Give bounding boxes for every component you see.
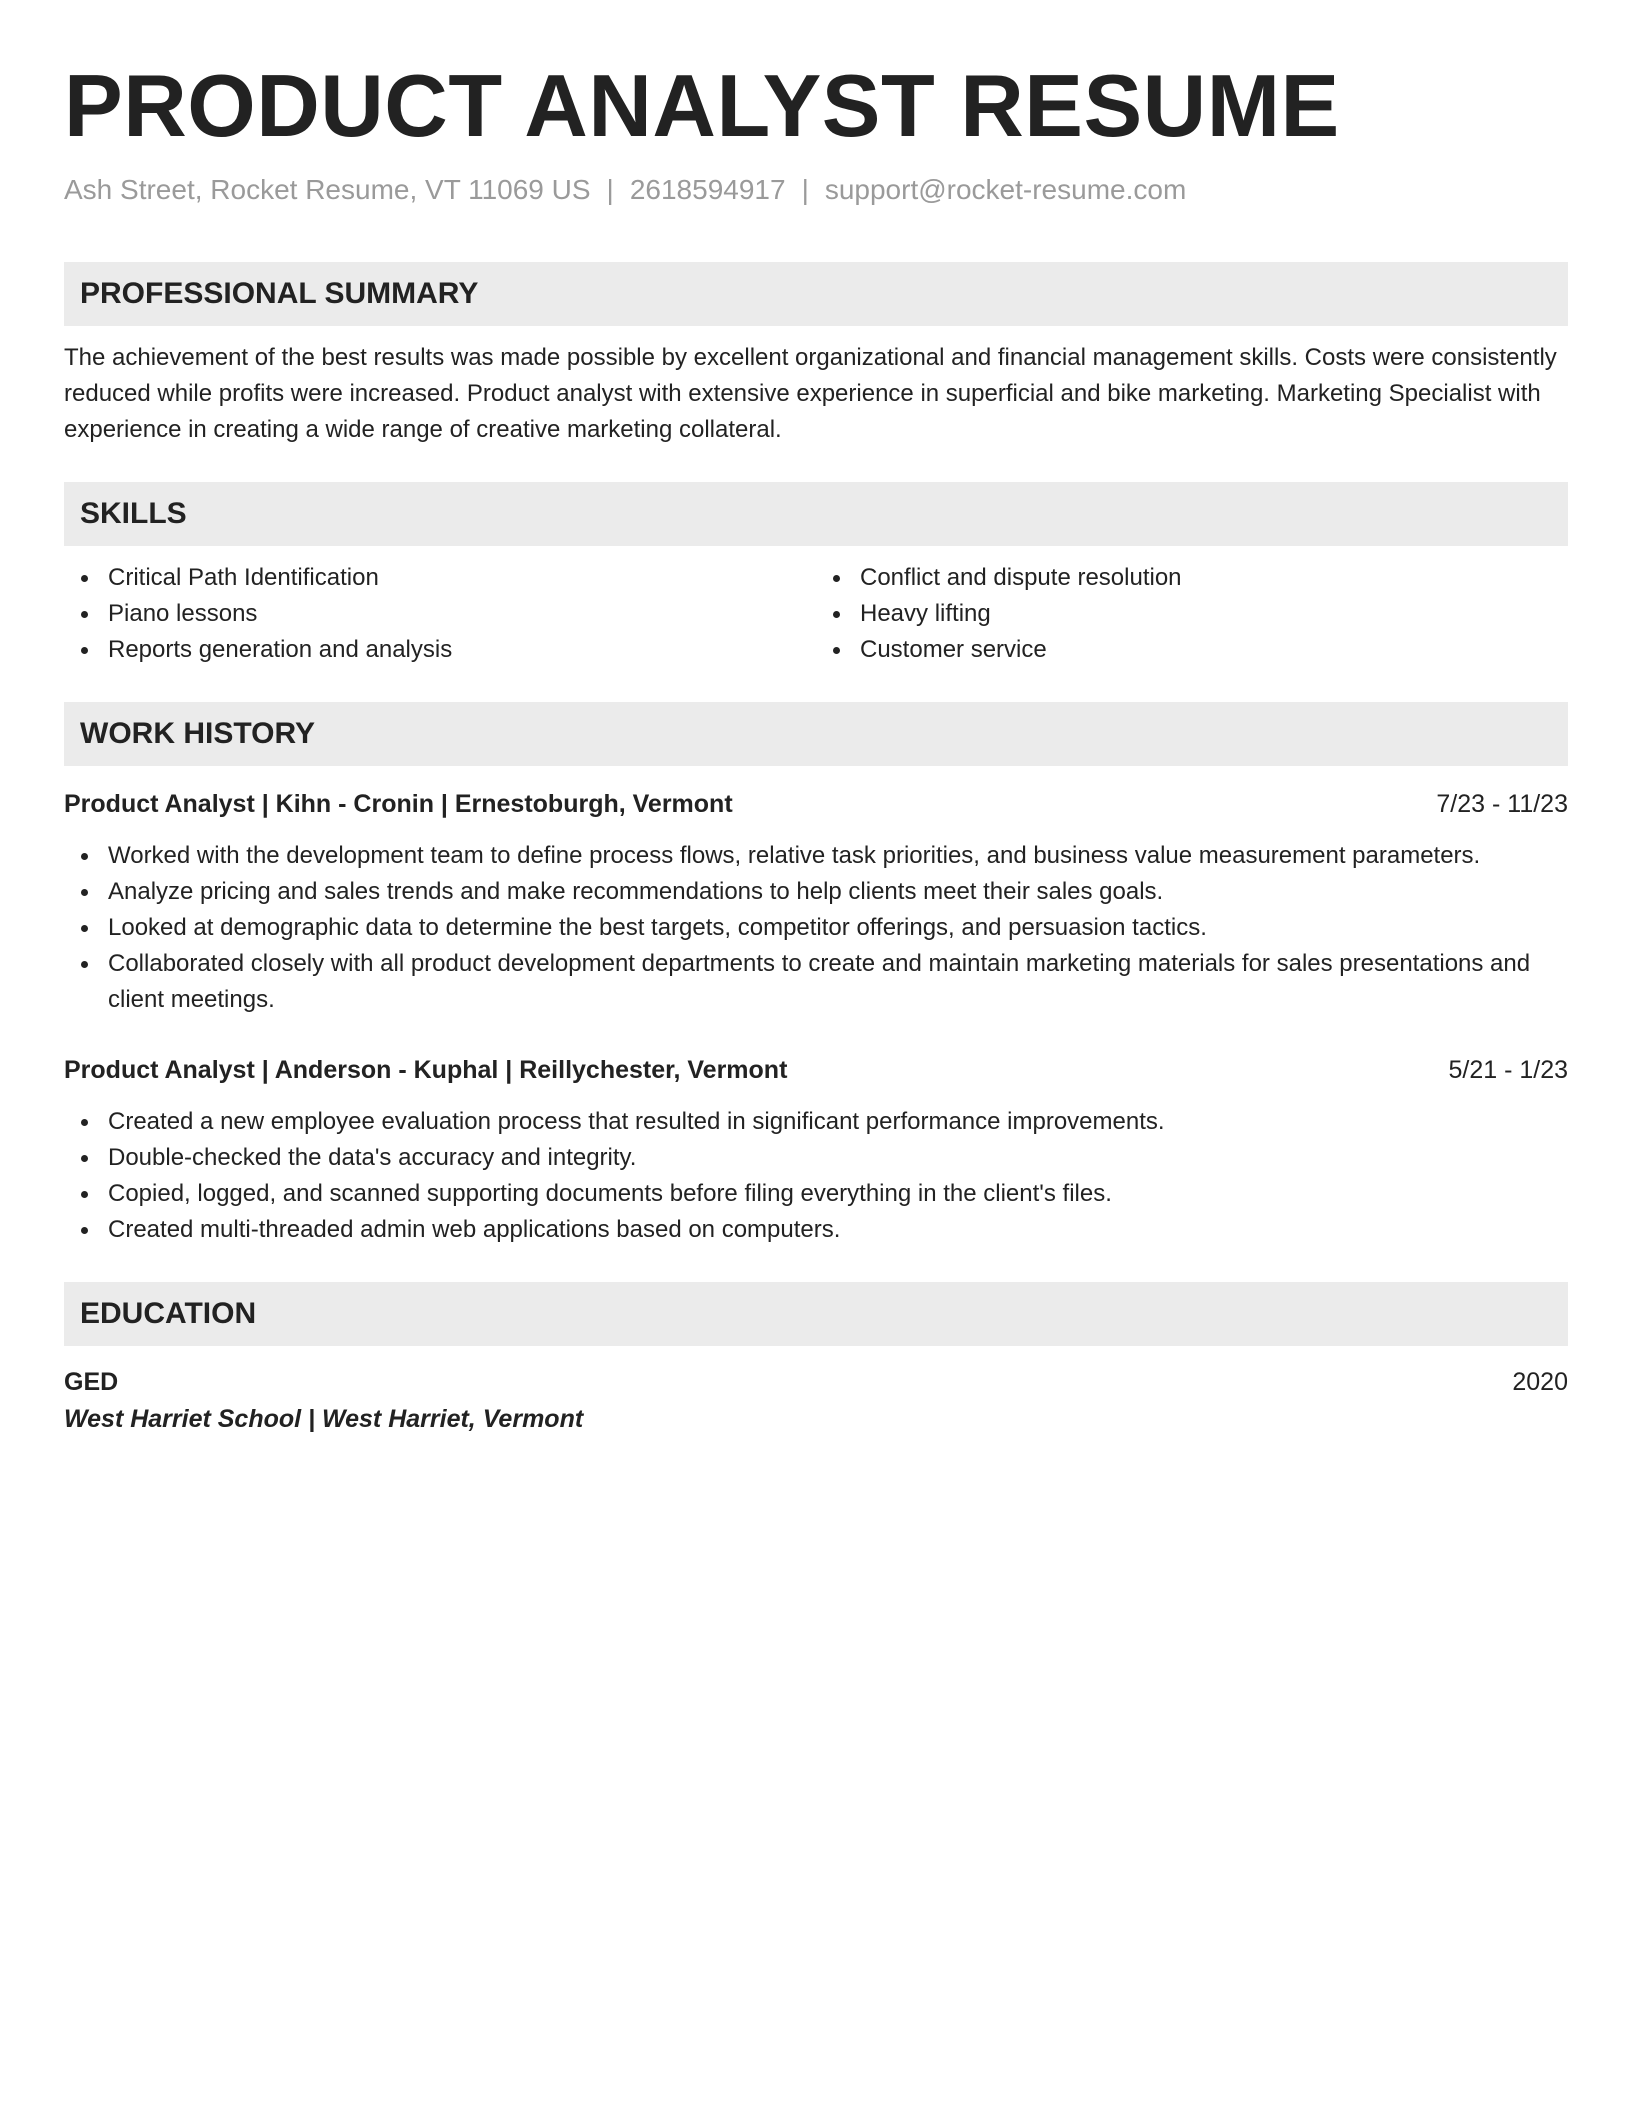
job-title: Product Analyst | Kihn - Cronin | Ernestoburgh, Vermont — [64, 790, 733, 818]
job-bullet — [64, 1140, 1568, 1176]
skills-column-left — [64, 560, 816, 668]
bullet-icon — [833, 647, 840, 654]
skill-item — [64, 596, 816, 632]
skills-column-right — [816, 560, 1568, 668]
job-bullet-text: Worked with the development team to define process flows, relative task priorities, and business value measurement parameters. — [108, 842, 1481, 869]
skill-item — [816, 596, 1568, 632]
skill-label: Reports generation and analysis — [108, 636, 453, 663]
job-bullet-text: Created a new employee evaluation process that resulted in significant performance improvements. — [108, 1108, 1165, 1135]
education-degree: GED — [64, 1368, 119, 1396]
bullet-icon — [81, 1191, 88, 1198]
skill-label: Customer service — [860, 636, 1047, 663]
job-bullet-text: Double-checked the data's accuracy and integrity. — [108, 1144, 637, 1171]
job-bullet-text: Analyze pricing and sales trends and make recommendations to help clients meet their sales goals. — [108, 878, 1164, 905]
job-title: Product Analyst | Anderson - Kuphal | Reillychester, Vermont — [64, 1056, 788, 1084]
skill-item — [816, 560, 1568, 596]
education-heading: EDUCATION — [64, 1282, 1568, 1346]
skill-label: Critical Path Identification — [108, 564, 379, 591]
job-bullet — [64, 874, 1568, 910]
skill-item — [64, 560, 816, 596]
skills-heading: SKILLS — [64, 482, 1568, 546]
work-history-heading: WORK HISTORY — [64, 702, 1568, 766]
skill-label: Piano lessons — [108, 600, 258, 627]
resume-title: PRODUCT ANALYST RESUME — [64, 56, 1340, 155]
job-bullets — [64, 1104, 1568, 1248]
bullet-icon — [81, 575, 88, 582]
job-header — [64, 1052, 1568, 1088]
job-bullet — [64, 1176, 1568, 1212]
bullet-icon — [81, 611, 88, 618]
bullet-icon — [81, 925, 88, 932]
job-bullets — [64, 838, 1568, 1018]
education-header — [64, 1364, 1568, 1400]
bullet-icon — [81, 1155, 88, 1162]
education-school: West Harriet School | West Harriet, Vermont — [64, 1405, 584, 1433]
job-bullet-text: Looked at demographic data to determine the best targets, competitor offerings, and persuasion tactics. — [108, 914, 1207, 941]
skill-item — [816, 632, 1568, 668]
job-bullet-text: Collaborated closely with all product development departments to create and maintain marketing materials for sales presentations and client meetings. — [108, 950, 1531, 1013]
job-dates: 5/21 - 1/23 — [1448, 1056, 1568, 1084]
contact-address: Ash Street, Rocket Resume, VT 11069 US — [64, 174, 591, 205]
education-entry — [64, 1364, 1568, 1438]
job-bullet — [64, 910, 1568, 946]
contact-separator: | — [606, 174, 614, 205]
skill-item — [64, 632, 816, 668]
job-entry — [64, 1052, 1568, 1248]
job-bullet-text: Created multi-threaded admin web applications based on computers. — [108, 1216, 841, 1243]
contact-email: support@rocket-resume.com — [824, 174, 1187, 205]
bullet-icon — [81, 1119, 88, 1126]
bullet-icon — [833, 575, 840, 582]
summary-heading: PROFESSIONAL SUMMARY — [64, 262, 1568, 326]
contact-separator: | — [801, 174, 809, 205]
job-bullet-text: Copied, logged, and scanned supporting documents before filing everything in the client's files. — [108, 1180, 1112, 1207]
skills-list — [64, 560, 1568, 668]
job-bullet — [64, 838, 1568, 874]
bullet-icon — [81, 889, 88, 896]
bullet-icon — [81, 853, 88, 860]
job-bullet — [64, 946, 1568, 1018]
contact-line — [64, 172, 1568, 208]
bullet-icon — [833, 611, 840, 618]
job-header — [64, 786, 1568, 822]
skill-label: Conflict and dispute resolution — [860, 564, 1182, 591]
job-entry — [64, 786, 1568, 1018]
job-bullet — [64, 1212, 1568, 1248]
summary-text: The achievement of the best results was made possible by excellent organizational and financial management skills. Costs were consistently reduced while profits were increased. Product analyst with extensive experience in superficial and bike marketing. Marketing Specialist with experience in creating a wide range of creative marketing collateral. — [64, 344, 1557, 443]
contact-phone: 2618594917 — [629, 174, 786, 205]
bullet-icon — [81, 961, 88, 968]
job-dates: 7/23 - 11/23 — [1436, 790, 1568, 818]
bullet-icon — [81, 1227, 88, 1234]
bullet-icon — [81, 647, 88, 654]
skill-label: Heavy lifting — [860, 600, 991, 627]
education-year: 2020 — [1512, 1368, 1568, 1396]
job-bullet — [64, 1104, 1568, 1140]
